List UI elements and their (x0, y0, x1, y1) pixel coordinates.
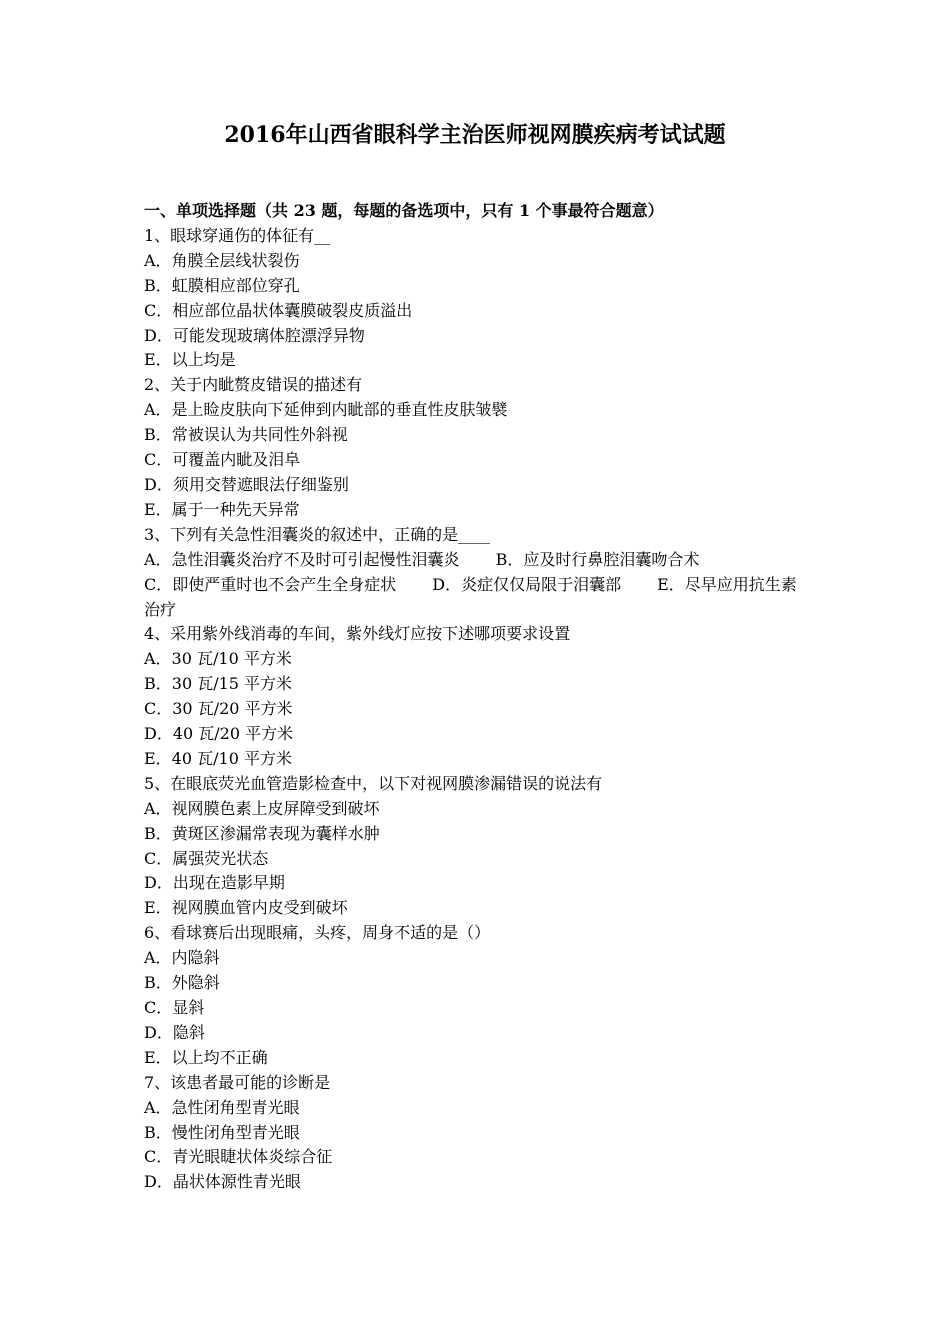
question-2 (144, 373, 808, 522)
option-b: B．虹膜相应部位穿孔 (144, 275, 300, 295)
option-a: A．急性闭角型青光眼 (144, 1097, 300, 1117)
question-7 (144, 1071, 808, 1196)
option-d: D．可能发现玻璃体腔漂浮异物 (144, 325, 365, 345)
option-c: C．相应部位晶状体囊膜破裂皮质溢出 (144, 300, 413, 320)
option-e: E．属于一种先天异常 (144, 499, 300, 519)
question-stem: 1、眼球穿通伤的体征有__ (144, 225, 331, 245)
option-d: D．出现在造影早期 (144, 873, 285, 893)
question-1 (144, 224, 808, 373)
option-b: B．慢性闭角型青光眼 (144, 1122, 300, 1142)
option-b: B．黄斑区渗漏常表现为囊样水肿 (144, 823, 380, 843)
option-e: E．以上均是 (144, 350, 236, 370)
option-c: C．即使严重时也不会产生全身症状 (144, 574, 397, 594)
question-5 (144, 772, 808, 921)
options-row-2 (144, 573, 808, 623)
section-heading: 一、单项选择题（共 23 题，每题的备选项中，只有 1 个事最符合题意） (144, 201, 664, 220)
option-e: E．40 瓦/10 平方米 (144, 748, 292, 768)
question-stem: 2、关于内眦赘皮错误的描述有 (144, 375, 363, 395)
option-e: E．视网膜血管内皮受到破坏 (144, 898, 348, 918)
option-b: B．常被误认为共同性外斜视 (144, 425, 348, 445)
option-e: E．尽早应用抗生素治疗 (144, 574, 797, 619)
question-4 (144, 622, 808, 771)
question-stem: 4、采用紫外线消毒的车间，紫外线灯应按下述哪项要求设置 (144, 624, 571, 644)
question-6 (144, 921, 808, 1070)
option-a: A．视网膜色素上皮屏障受到破坏 (144, 798, 380, 818)
option-d: D．须用交替遮眼法仔细鉴别 (144, 474, 349, 494)
option-d: D．炎症仅仅局限于泪囊部 (432, 574, 622, 594)
option-a: A．内隐斜 (144, 948, 220, 968)
options-row-1 (144, 548, 808, 573)
option-e: E．以上均不正确 (144, 1047, 268, 1067)
exam-content (144, 199, 808, 1195)
question-stem: 3、下列有关急性泪囊炎的叙述中，正确的是____ (144, 524, 491, 544)
option-a: A．是上睑皮肤向下延伸到内眦部的垂直性皮肤皱襞 (144, 400, 508, 420)
option-d: D．晶状体源性青光眼 (144, 1172, 301, 1192)
question-stem: 6、看球赛后出现眼痛，头疼，周身不适的是（） (144, 923, 491, 943)
question-stem: 5、在眼底荧光血管造影检查中，以下对视网膜渗漏错误的说法有 (144, 773, 603, 793)
option-c: C．可覆盖内眦及泪阜 (144, 450, 301, 470)
option-c: C．显斜 (144, 998, 205, 1017)
question-3 (144, 523, 808, 623)
question-stem: 7、该患者最可能的诊断是 (144, 1072, 331, 1092)
option-c: C．青光眼睫状体炎综合征 (144, 1147, 333, 1167)
option-a: A．30 瓦/10 平方米 (144, 649, 292, 669)
option-c: C．属强荧光状态 (144, 848, 269, 868)
option-d: D．40 瓦/20 平方米 (144, 724, 294, 744)
option-a: A．角膜全层线状裂伤 (144, 250, 300, 270)
option-b: B．应及时行鼻腔泪囊吻合术 (495, 549, 700, 569)
option-d: D．隐斜 (144, 1022, 205, 1042)
option-c: C．30 瓦/20 平方米 (144, 699, 293, 719)
option-a: A．急性泪囊炎治疗不及时可引起慢性泪囊炎 (144, 549, 460, 569)
page-title: 2016年山西省眼科学主治医师视网膜疾病考试试题 (224, 122, 726, 148)
option-b: B．外隐斜 (144, 973, 220, 993)
option-b: B．30 瓦/15 平方米 (144, 674, 293, 694)
